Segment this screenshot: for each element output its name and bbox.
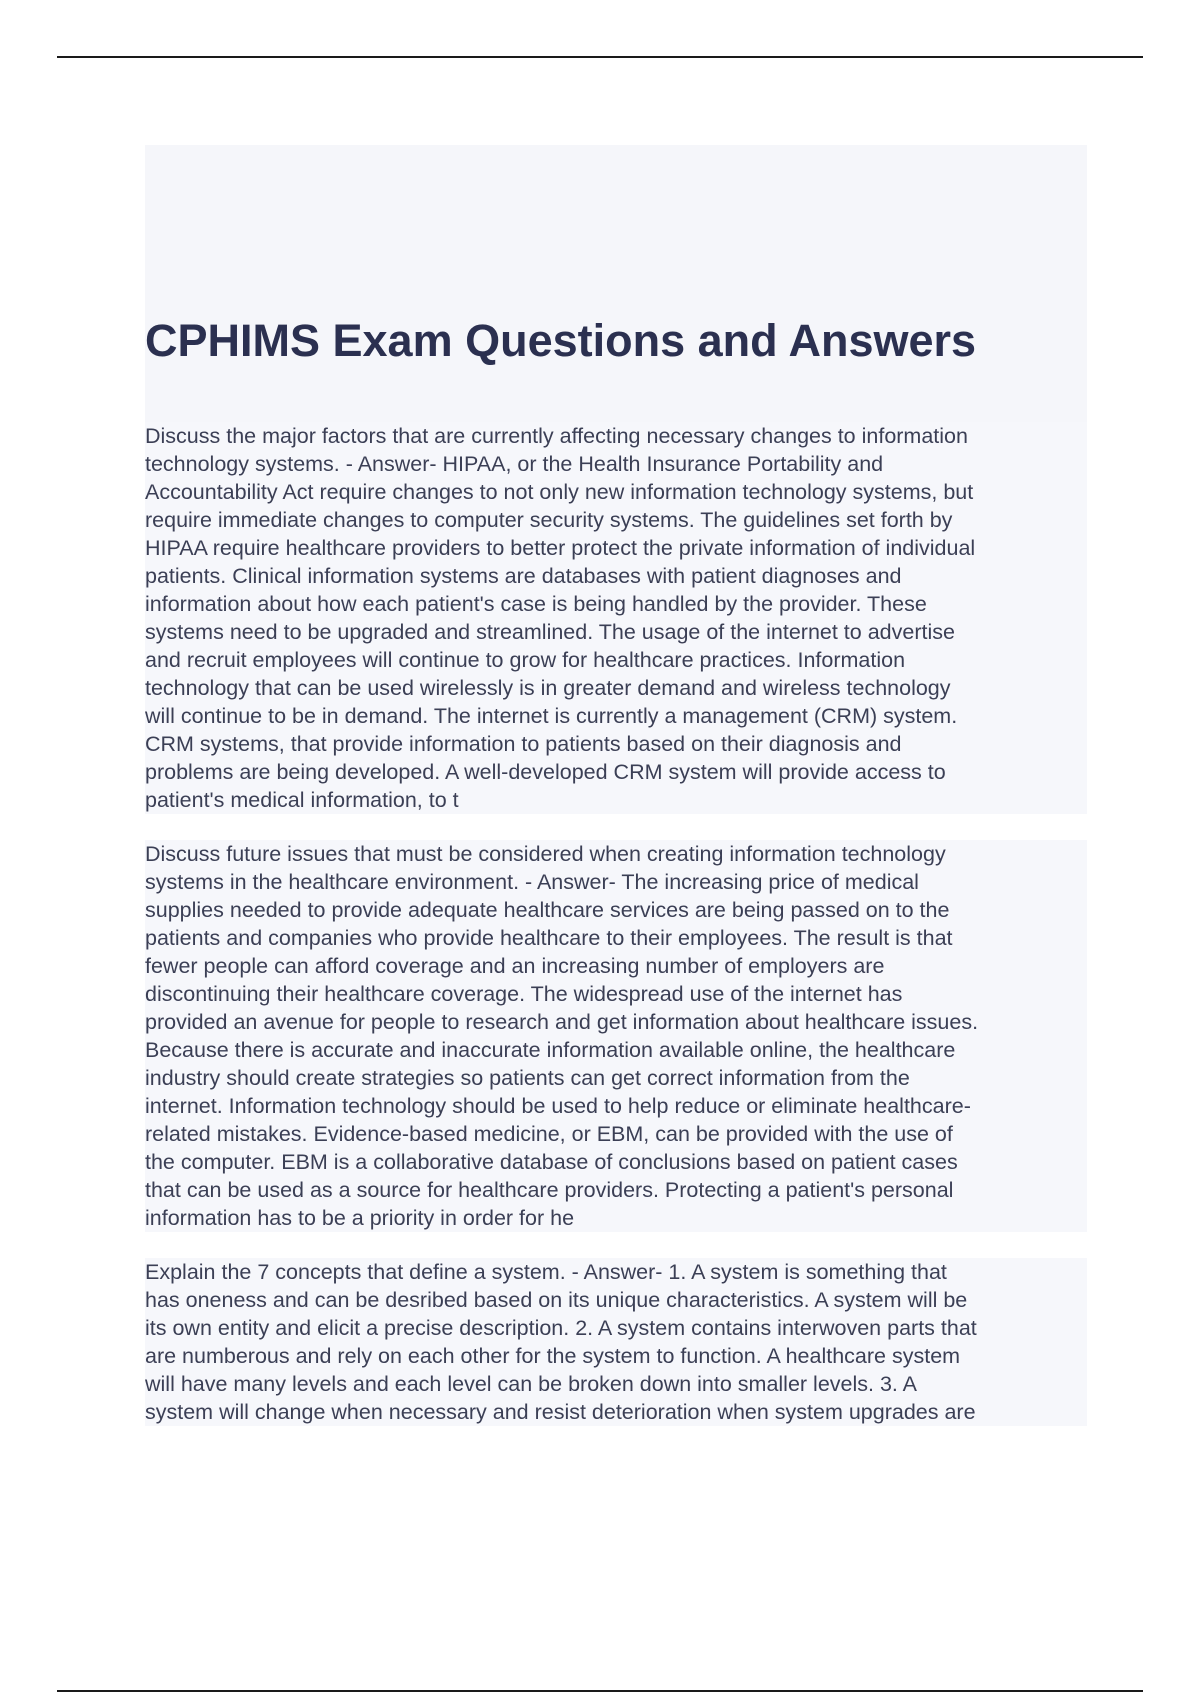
qa-entry-text: Discuss future issues that must be considered when creating information technology systems in the healthcare environment. - Answer- The increasing price of medical supplies needed to provide adequate healthcare services are being passed on to the patients and companies who provide healthcare to their employees. The result is that fewer people can afford coverage and an increasing number of employers are discontinuing their healthcare coverage. The widespread use of the internet has provided an avenue for people to research and get information about healthcare issues. Because there is accurate and inaccurate information available online, the healthcare industry should create strategies so patients can get correct information from the internet. Information technology should be used to help reduce or eliminate healthcare- related mistakes. Evidence-based medicine, or EBM, can be provided with the use of the computer. EBM is a collaborative database of conclusions based on patient cases that can be used as a source for healthcare providers. Protecting a patient's personal information has to be a priority in order for he: [145, 842, 979, 1230]
qa-entry-text: Discuss the major factors that are currently affecting necessary changes to information technology systems. - Answer- HIPAA, or the Health Insurance Portability and Accountability Act require changes to not only new information technology systems, but require immediate changes to computer security systems. The guidelines set forth by HIPAA require healthcare providers to better protect the private information of individual patients. Clinical information systems are databases with patient diagnoses and information about how each patient's case is being handled by the provider. These systems need to be upgraded and streamlined. The usage of the internet to advertise and recruit employees will continue to grow for healthcare practices. Information technology that can be used wirelessly is in greater demand and wireless technology will continue to be in demand. The internet is currently a management (CRM) system. CRM systems, that provide information to patients based on their diagnosis and problems are being developed. A well-developed CRM system will provide access to patient's medical information, to t: [145, 424, 976, 812]
qa-entry: [145, 840, 1087, 1232]
qa-entry: [145, 1258, 1087, 1426]
bottom-rule: [57, 1690, 1143, 1692]
title-banner: [145, 145, 1087, 425]
qa-entry-text: Explain the 7 concepts that define a system. - Answer- 1. A system is something that has oneness and can be desribed based on its unique characteristics. A system will be its own entity and elicit a precise description. 2. A system contains interwoven parts that are numberous and rely on each other for the system to function. A healthcare system will have many levels and each level can be broken down into smaller levels. 3. A system will change when necessary and resist deterioration when system upgrades are: [145, 1260, 977, 1424]
page-title: CPHIMS Exam Questions and Answers: [145, 315, 977, 366]
top-rule: [57, 56, 1143, 58]
qa-entry: [145, 422, 1087, 814]
